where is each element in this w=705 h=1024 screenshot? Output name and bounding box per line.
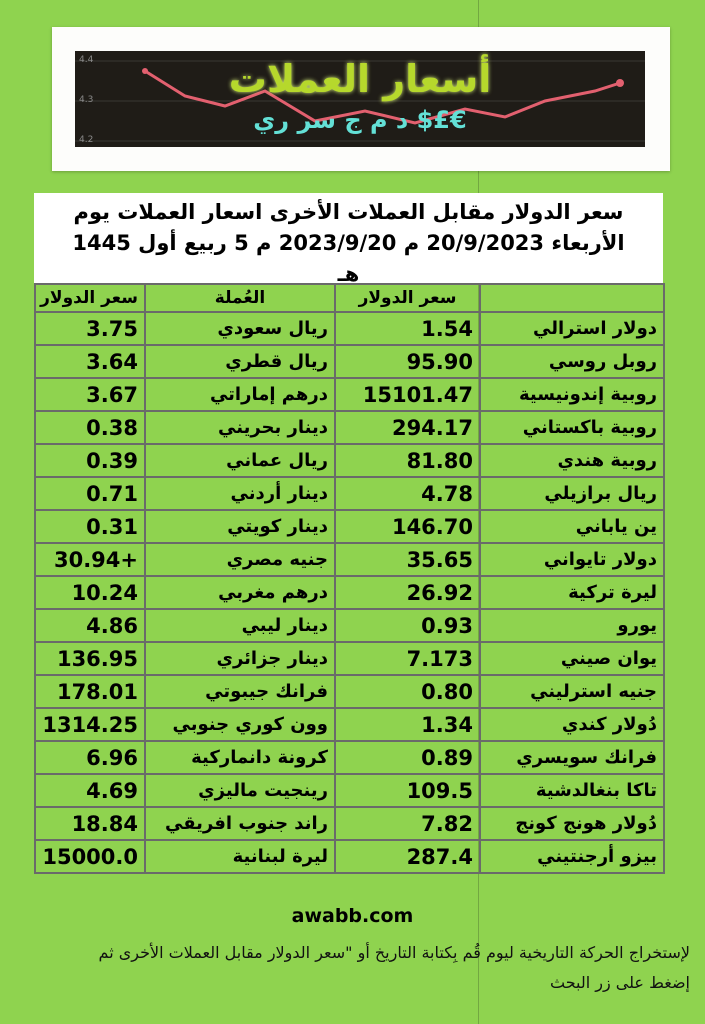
cell-left-rate: 15000.0 <box>35 840 145 873</box>
cell-right-rate: 26.92 <box>335 576 480 609</box>
cell-right-rate: 0.89 <box>335 741 480 774</box>
table-row <box>35 675 664 708</box>
cell-right-currency: روبية إندونيسية <box>480 378 664 411</box>
cell-right-rate: 7.173 <box>335 642 480 675</box>
cell-left-rate: 3.67 <box>35 378 145 411</box>
table-row <box>35 708 664 741</box>
header-currency-left: العُملة <box>145 284 335 312</box>
cell-right-rate: 35.65 <box>335 543 480 576</box>
cell-right-rate: 287.4 <box>335 840 480 873</box>
cell-right-rate: 1.54 <box>335 312 480 345</box>
cell-right-rate: 15101.47 <box>335 378 480 411</box>
cell-right-currency: جنيه استرليني <box>480 675 664 708</box>
table-row <box>35 642 664 675</box>
page-title <box>34 193 663 283</box>
banner-image <box>75 51 645 147</box>
cell-right-currency: روبية باكستاني <box>480 411 664 444</box>
site-url: awabb.com <box>291 905 414 927</box>
cell-right-currency: دولار تايواني <box>480 543 664 576</box>
cell-left-currency: درهم مغربي <box>145 576 335 609</box>
cell-left-currency: دينار جزائري <box>145 642 335 675</box>
cell-right-rate: 109.5 <box>335 774 480 807</box>
cell-left-currency: دينار ليبي <box>145 609 335 642</box>
table-row <box>35 774 664 807</box>
table-row <box>35 741 664 774</box>
banner-currency-symbols: €£$ د م ج سر ري <box>253 106 467 134</box>
cell-right-currency: يورو <box>480 609 664 642</box>
table-header-row <box>35 284 664 312</box>
cell-left-rate: 3.75 <box>35 312 145 345</box>
table-row <box>35 345 664 378</box>
cell-left-currency: دينار بحريني <box>145 411 335 444</box>
cell-left-currency: ريال عماني <box>145 444 335 477</box>
cell-left-rate: 6.96 <box>35 741 145 774</box>
axis-tick-mid: 4.3 <box>79 95 94 105</box>
banner-frame <box>52 27 670 171</box>
cell-right-currency: دولار استرالي <box>480 312 664 345</box>
table-row <box>35 378 664 411</box>
axis-tick-top: 4.4 <box>79 55 94 65</box>
cell-left-currency: ريال قطري <box>145 345 335 378</box>
cell-right-currency: دُولار كندي <box>480 708 664 741</box>
cell-right-rate: 294.17 <box>335 411 480 444</box>
table-row <box>35 477 664 510</box>
cell-left-currency: راند جنوب افريقي <box>145 807 335 840</box>
cell-right-rate: 0.93 <box>335 609 480 642</box>
cell-left-rate: 18.84 <box>35 807 145 840</box>
table-row <box>35 510 664 543</box>
cell-right-currency: ين ياباني <box>480 510 664 543</box>
cell-right-currency: ليرة تركية <box>480 576 664 609</box>
cell-left-rate: 10.24 <box>35 576 145 609</box>
cell-left-currency: ريال سعودي <box>145 312 335 345</box>
table-row <box>35 807 664 840</box>
header-rate-left: سعر الدولار <box>35 284 145 312</box>
banner-title: أسعار العملات <box>228 57 492 101</box>
table-row <box>35 312 664 345</box>
cell-left-rate: 0.71 <box>35 477 145 510</box>
cell-left-currency: درهم إماراتي <box>145 378 335 411</box>
cell-right-currency: روبية هندي <box>480 444 664 477</box>
cell-right-rate: 95.90 <box>335 345 480 378</box>
cell-left-currency: ليرة لبنانية <box>145 840 335 873</box>
exchange-rate-table <box>34 283 665 874</box>
cell-left-rate: 4.69 <box>35 774 145 807</box>
page-title-box <box>34 193 663 283</box>
footer-note: لإستخراج الحركة التاريخية ليوم قُم بِكتابة التاريخ أو "سعر الدولار مقابل العملات الأخرى ثم إضغط على زر البحث <box>98 943 690 992</box>
title-line-1: سعر الدولار مقابل العملات الأخرى اسعار العملات يوم <box>73 200 624 224</box>
cell-right-currency: بيزو أرجنتيني <box>480 840 664 873</box>
cell-right-currency: ريال برازيلي <box>480 477 664 510</box>
table-row <box>35 411 664 444</box>
cell-right-currency: روبل روسي <box>480 345 664 378</box>
table-row <box>35 576 664 609</box>
cell-left-rate: 0.39 <box>35 444 145 477</box>
table-body <box>35 312 664 873</box>
cell-left-rate: 178.01 <box>35 675 145 708</box>
cell-left-currency: كرونة دانماركية <box>145 741 335 774</box>
cell-left-rate: 0.31 <box>35 510 145 543</box>
cell-left-rate: 30.94+ <box>35 543 145 576</box>
axis-tick-bottom: 4.2 <box>79 135 94 145</box>
cell-left-currency: دينار أردني <box>145 477 335 510</box>
cell-left-rate: 4.86 <box>35 609 145 642</box>
cell-right-rate: 146.70 <box>335 510 480 543</box>
cell-right-currency: دُولار هونج كونج <box>480 807 664 840</box>
cell-left-rate: 3.64 <box>35 345 145 378</box>
title-line-3: هـ <box>337 262 360 283</box>
cell-right-rate: 0.80 <box>335 675 480 708</box>
cell-left-currency: فرانك جيبوتي <box>145 675 335 708</box>
cell-right-currency: فرانك سويسري <box>480 741 664 774</box>
cell-right-currency: تاكا بنغالدشية <box>480 774 664 807</box>
cell-left-currency: وون كوري جنوبي <box>145 708 335 741</box>
header-currency-right <box>480 284 664 312</box>
table-row <box>35 840 664 873</box>
table-row <box>35 609 664 642</box>
cell-left-currency: رينجيت ماليزي <box>145 774 335 807</box>
cell-left-currency: دينار كويتي <box>145 510 335 543</box>
cell-right-rate: 4.78 <box>335 477 480 510</box>
cell-left-rate: 1314.25 <box>35 708 145 741</box>
cell-left-rate: 0.38 <box>35 411 145 444</box>
cell-left-currency: جنيه مصري <box>145 543 335 576</box>
cell-left-rate: 136.95 <box>35 642 145 675</box>
table-row <box>35 444 664 477</box>
cell-right-rate: 81.80 <box>335 444 480 477</box>
cell-right-rate: 7.82 <box>335 807 480 840</box>
cell-right-currency: يوان صيني <box>480 642 664 675</box>
cell-right-rate: 1.34 <box>335 708 480 741</box>
table-row <box>35 543 664 576</box>
title-line-2: الأربعاء 20/9/2023 م 2023/9/20 م 5 ربيع أول 1445 <box>72 231 625 255</box>
header-rate-right: سعر الدولار <box>335 284 480 312</box>
